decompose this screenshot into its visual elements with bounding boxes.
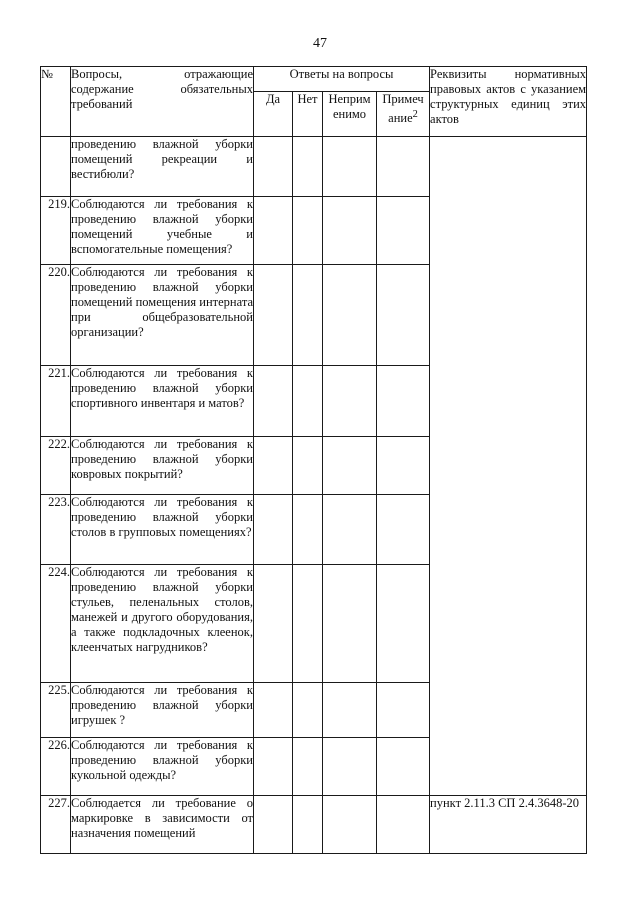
row-question: Соблюдается ли требование о маркировке в зависимости от назначения помещений [71,796,254,854]
answer-yes-cell[interactable] [254,137,293,197]
row-question: проведению влажной уборки помещений рекреации и вестибюли? [71,137,254,197]
answer-no-cell[interactable] [293,265,323,366]
header-num: № [41,67,71,137]
answer-na-cell[interactable] [323,265,377,366]
answer-note-cell[interactable] [377,137,430,197]
answer-yes-cell[interactable] [254,495,293,565]
header-row [41,67,587,92]
header-yes: Да [254,92,293,137]
table-row [41,796,587,854]
header-question: Вопросы, отражающие содержание обязательных требований [71,67,254,137]
answer-na-cell[interactable] [323,137,377,197]
row-reference: пункт 2.11.3 СП 2.4.3648-20 [430,796,587,854]
header-note-sup: 2 [412,109,418,120]
row-number: 219. [41,197,71,265]
row-number: 226. [41,738,71,796]
answer-note-cell[interactable] [377,437,430,495]
checklist-table [40,66,587,854]
row-question: Соблюдаются ли требования к проведению влажной уборки спортивного инвентаря и матов? [71,366,254,437]
answer-yes-cell[interactable] [254,265,293,366]
header-note-label: Примеч ание [382,92,424,126]
answer-no-cell[interactable] [293,796,323,854]
answer-note-cell[interactable] [377,565,430,683]
answer-na-cell[interactable] [323,683,377,738]
row-number [41,137,71,197]
answer-yes-cell[interactable] [254,197,293,265]
answer-na-cell[interactable] [323,796,377,854]
answer-na-cell[interactable] [323,738,377,796]
answer-yes-cell[interactable] [254,366,293,437]
table-row [41,137,587,197]
answer-no-cell[interactable] [293,137,323,197]
answer-no-cell[interactable] [293,683,323,738]
row-question: Соблюдаются ли требования к проведению влажной уборки кукольной одежды? [71,738,254,796]
answer-no-cell[interactable] [293,437,323,495]
answer-na-cell[interactable] [323,495,377,565]
answer-no-cell[interactable] [293,197,323,265]
row-number: 221. [41,366,71,437]
row-question: Соблюдаются ли требования к проведению влажной уборки столов в групповых помещениях? [71,495,254,565]
answer-na-cell[interactable] [323,366,377,437]
answer-na-cell[interactable] [323,437,377,495]
row-question: Соблюдаются ли требования к проведению влажной уборки помещений помещения интерната при общебразовательной организации? [71,265,254,366]
row-question: Соблюдаются ли требования к проведению влажной уборки помещений учебные и вспомогательные помещения? [71,197,254,265]
row-question: Соблюдаются ли требования к проведению влажной уборки стульев, пеленальных столов, манежей и другого оборудования, а также подкладочных клеенок, клеенчатых нагрудников? [71,565,254,683]
answer-yes-cell[interactable] [254,437,293,495]
header-reference: Реквизиты нормативных правовых актов с указанием структурных единиц этих актов [430,67,587,137]
answer-note-cell[interactable] [377,495,430,565]
answer-note-cell[interactable] [377,796,430,854]
answer-note-cell[interactable] [377,265,430,366]
answer-yes-cell[interactable] [254,796,293,854]
header-no: Нет [293,92,323,137]
row-number: 220. [41,265,71,366]
header-not-applicable: Неприм енимо [323,92,377,137]
answer-yes-cell[interactable] [254,565,293,683]
row-question: Соблюдаются ли требования к проведению влажной уборки игрушек ? [71,683,254,738]
row-number: 224. [41,565,71,683]
row-number: 222. [41,437,71,495]
answer-note-cell[interactable] [377,197,430,265]
answer-note-cell[interactable] [377,738,430,796]
header-note [377,92,430,137]
answer-no-cell[interactable] [293,366,323,437]
answer-no-cell[interactable] [293,565,323,683]
answer-note-cell[interactable] [377,366,430,437]
answer-no-cell[interactable] [293,495,323,565]
row-number: 225. [41,683,71,738]
page-number: 47 [313,36,327,51]
answer-na-cell[interactable] [323,197,377,265]
row-number: 223. [41,495,71,565]
row-number: 227. [41,796,71,854]
answer-na-cell[interactable] [323,565,377,683]
row-question: Соблюдаются ли требования к проведению влажной уборки ковровых покрытий? [71,437,254,495]
answer-note-cell[interactable] [377,683,430,738]
answer-yes-cell[interactable] [254,683,293,738]
row-reference [430,137,587,796]
answer-yes-cell[interactable] [254,738,293,796]
answer-no-cell[interactable] [293,738,323,796]
header-answers: Ответы на вопросы [254,67,430,92]
